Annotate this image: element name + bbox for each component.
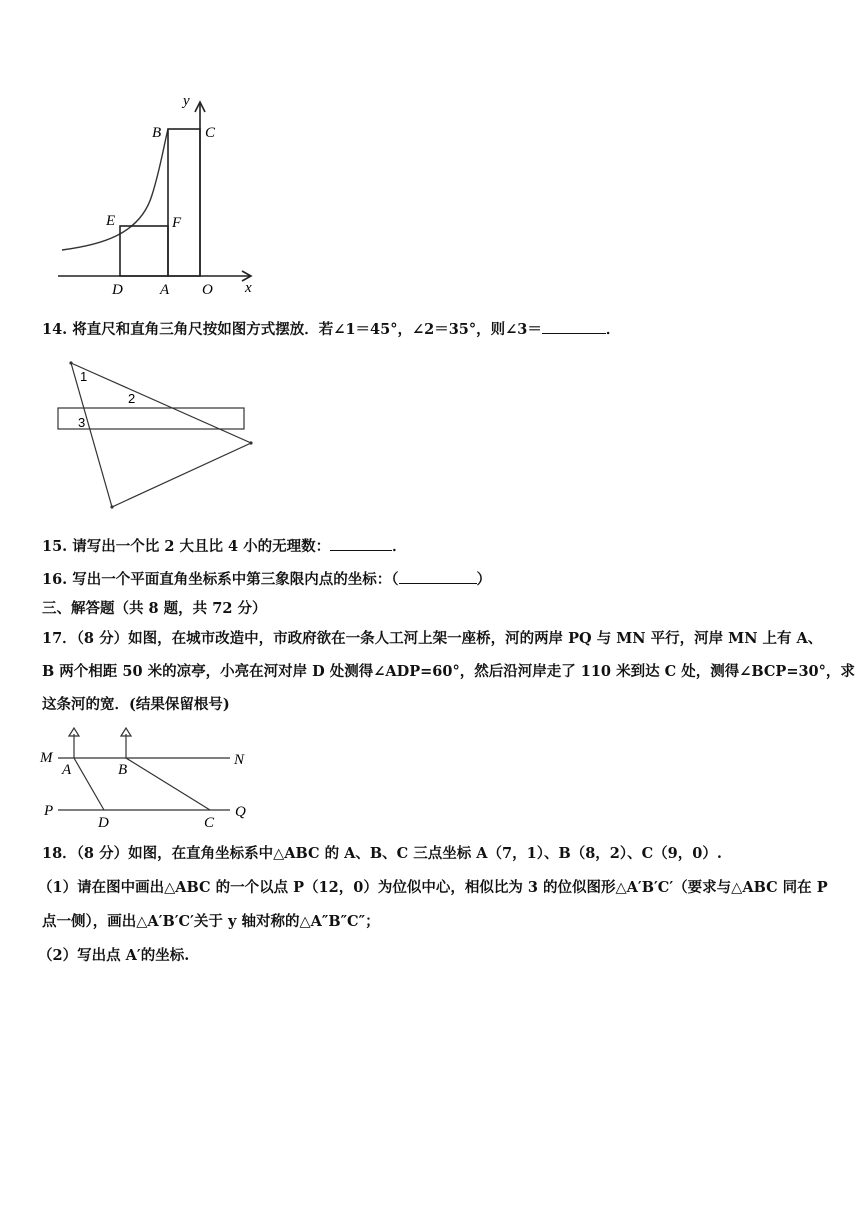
label-n: N [234,752,245,768]
figure-17 [38,724,258,832]
q18-line-3: 点一侧），画出△A′B′C′关于 y 轴对称的△A″B″C″； [42,913,380,930]
angle-3-label: 3 [78,415,86,430]
label-d: D [112,282,123,298]
label-m: M [40,750,53,766]
segment-bc [126,758,210,810]
label-b: B [152,125,162,141]
q18-line-1: 18．（8 分）如图，在直角坐标系中△ABC 的 A、B、C 三点坐标 A（7，1）、B（8，2）、C（9，0）. [42,845,722,862]
label-c: C [204,815,215,831]
q18-line-2: （1）请在图中画出△ABC 的一个以点 P（12，0）为位似中心，相似比为 3 的位似图形△A′B′C′（要求与△ABC 同在 P [38,879,828,896]
rectangle-edaf [120,226,168,276]
q15-answer-blank[interactable] [330,536,392,551]
angle-1-label: 1 [80,369,88,384]
label-c: C [205,125,216,141]
label-x: x [245,280,252,296]
label-a: A [62,762,72,778]
figure-14 [50,355,270,520]
section-heading: 三、解答题（共 8 题，共 72 分） [42,600,267,617]
angle-2-label: 2 [128,391,136,406]
label-f: F [172,215,182,231]
q17-line-2: B 两个相距 50 米的凉亭，小亮在河对岸 D 处测得∠ADP=60°，然后沿河岸走了 110 米到达 C 处，测得∠BCP=30°，求 [42,663,855,680]
q17-line-3: 这条河的宽．(结果保留根号) [42,696,230,713]
ruler [58,408,244,429]
label-y: y [183,93,190,109]
q17-line-1: 17．（8 分）如图，在城市改造中，市政府欲在一条人工河上架一座桥，河的两岸 PQ 与 MN 平行，河岸 MN 上有 A、 [42,630,823,647]
figure-13 [40,85,280,300]
label-a: A [160,282,170,298]
label-e: E [106,213,116,229]
q16-answer-blank[interactable] [399,569,477,584]
label-b: B [118,762,128,778]
q16-text: 16. 写出一个平面直角坐标系中第三象限内点的坐标：（ ） [42,571,492,588]
q14-text: 14. 将直尺和直角三角尺按如图方式摆放．若∠1＝45°，∠2＝35°，则∠3＝ ． [42,321,621,338]
curve [62,129,168,250]
label-p: P [44,803,54,819]
rectangle-abco [168,129,200,276]
label-q: Q [235,804,246,820]
label-o: O [202,282,213,298]
q15-text: 15. 请写出一个比 2 大且比 4 小的无理数： ． [42,538,407,555]
q18-line-4: （2）写出点 A′的坐标. [38,947,190,964]
label-d: D [98,815,109,831]
segment-ad [74,758,104,810]
set-square [71,363,251,507]
q14-answer-blank[interactable] [542,319,606,334]
